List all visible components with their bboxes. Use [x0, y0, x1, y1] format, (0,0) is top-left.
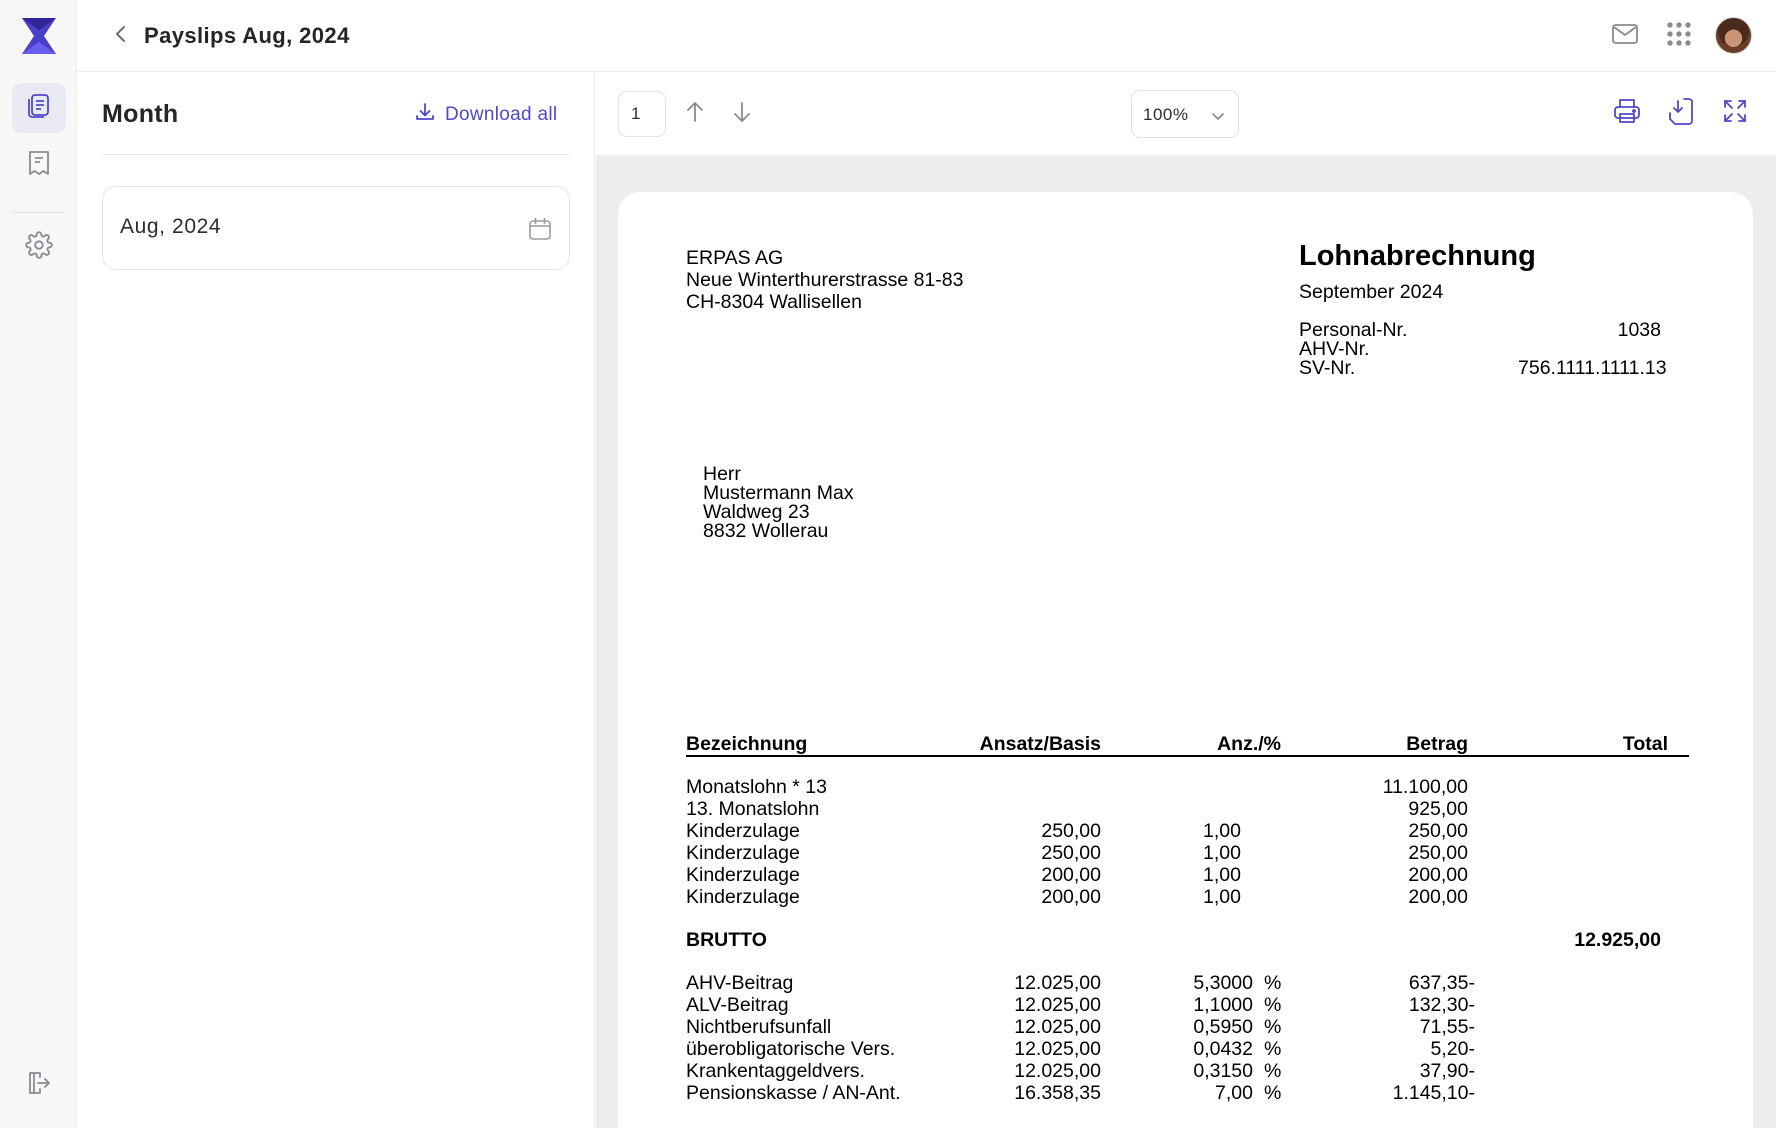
rail-item-logout[interactable] [12, 1060, 66, 1110]
row-label: Pensionskasse / AN-Ant. [686, 1082, 901, 1104]
download-icon [415, 102, 435, 128]
row-anz: 5,3000 [1193, 972, 1253, 994]
row-ansatz: 250,00 [1041, 842, 1101, 864]
row-unit: % [1264, 994, 1282, 1016]
brutto-label: BRUTTO [686, 929, 767, 951]
zoom-select[interactable] [1131, 90, 1239, 138]
row-unit: % [1264, 1060, 1282, 1082]
fullscreen-button[interactable] [1718, 96, 1752, 130]
col-total: Total [1622, 733, 1668, 755]
viewer-toolbar [596, 72, 1776, 155]
row-betrag: 132,30- [1408, 994, 1475, 1016]
row-ansatz: 12.025,00 [1014, 1016, 1101, 1038]
row-ansatz: 200,00 [1041, 864, 1101, 886]
col-anz: Anz./% [1217, 733, 1281, 755]
row-betrag: 250,00 [1408, 842, 1468, 864]
rail-item-documents[interactable] [12, 140, 66, 190]
back-chevron-icon [114, 24, 128, 49]
row-anz: 7,00 [1215, 1082, 1253, 1104]
payslip-period: September 2024 [1299, 281, 1444, 303]
row-unit: % [1264, 1038, 1282, 1060]
row-betrag: 637,35- [1408, 972, 1475, 994]
calendar-icon[interactable] [527, 216, 553, 242]
row-label: Krankentaggeldvers. [686, 1060, 865, 1082]
row-betrag: 250,00 [1408, 820, 1468, 842]
page-number-input[interactable]: 1 [618, 91, 666, 137]
col-ansatz: Ansatz/Basis [979, 733, 1101, 755]
logo-icon[interactable] [18, 16, 60, 56]
chevron-down-icon [1210, 108, 1226, 124]
recipient-line: Waldweg 23 [703, 501, 810, 523]
recipient-line: 8832 Wollerau [703, 520, 829, 542]
payslip-page [618, 192, 1753, 1128]
company-name: ERPAS AG [686, 247, 784, 269]
id-label: Personal-Nr. [1299, 319, 1408, 341]
header-rule [686, 755, 1689, 757]
mail-icon [1611, 23, 1639, 50]
row-ansatz: 250,00 [1041, 820, 1101, 842]
row-ansatz: 12.025,00 [1014, 1038, 1101, 1060]
company-city: CH-8304 Wallisellen [686, 291, 862, 313]
row-ansatz: 12.025,00 [1014, 994, 1101, 1016]
col-bezeichnung: Bezeichnung [686, 733, 808, 755]
id-label: AHV-Nr. [1299, 338, 1370, 360]
row-ansatz: 12.025,00 [1014, 1060, 1101, 1082]
download-document-button[interactable] [1664, 96, 1698, 130]
panel-divider [102, 154, 570, 155]
row-betrag: 200,00 [1408, 864, 1468, 886]
row-label: 13. Monatslohn [686, 798, 820, 820]
row-betrag: 37,90- [1419, 1060, 1475, 1082]
row-label: Monatslohn * 13 [686, 776, 827, 798]
download-document-icon [1667, 96, 1695, 131]
month-title: Month [102, 100, 179, 128]
apps-grid-icon [1666, 21, 1692, 52]
avatar[interactable] [1715, 17, 1752, 54]
zoom-value: 100% [1143, 105, 1189, 124]
row-ansatz: 12.025,00 [1014, 972, 1101, 994]
page-title: Payslips Aug, 2024 [144, 23, 350, 48]
month-panel [77, 72, 595, 1128]
download-all-label: Download all [445, 104, 558, 125]
row-ansatz: 16.358,35 [1014, 1082, 1101, 1104]
document-viewer [596, 72, 1776, 1128]
row-betrag: 5,20- [1430, 1038, 1475, 1060]
rail-item-settings[interactable] [12, 222, 66, 272]
row-betrag: 71,55- [1419, 1016, 1475, 1038]
rail-item-payslips[interactable] [12, 83, 66, 133]
row-unit: % [1264, 972, 1282, 994]
id-value: 1038 [1617, 319, 1661, 341]
row-label: Kinderzulage [686, 886, 800, 908]
row-ansatz: 200,00 [1041, 886, 1101, 908]
row-label: Kinderzulage [686, 842, 800, 864]
row-betrag: 11.100,00 [1382, 776, 1468, 798]
row-label: überobligatorische Vers. [686, 1038, 896, 1060]
date-value: Aug, 2024 [120, 215, 222, 238]
print-button[interactable] [1610, 96, 1644, 130]
row-betrag: 925,00 [1408, 798, 1468, 820]
mail-button[interactable] [1607, 18, 1643, 54]
row-anz: 0,5950 [1193, 1016, 1253, 1038]
top-header [77, 0, 1776, 72]
printer-icon [1612, 96, 1642, 131]
month-date-picker[interactable] [102, 186, 570, 270]
row-label: Kinderzulage [686, 820, 800, 842]
payslips-icon [25, 92, 53, 125]
row-anz: 0,0432 [1193, 1038, 1253, 1060]
gear-icon [25, 231, 53, 264]
recipient-line: Herr [703, 463, 741, 485]
row-label: Nichtberufsunfall [686, 1016, 832, 1038]
row-label: Kinderzulage [686, 864, 800, 886]
apps-button[interactable] [1661, 18, 1697, 54]
recipient-line: Mustermann Max [703, 482, 854, 504]
row-betrag: 1.145,10- [1392, 1082, 1475, 1104]
app-rail [0, 0, 77, 1128]
logout-icon [25, 1069, 53, 1102]
row-label: AHV-Beitrag [686, 972, 794, 994]
id-value: 756.1111.1111.13 [1518, 357, 1667, 379]
row-anz: 1,00 [1203, 842, 1241, 864]
previous-page-button[interactable] [678, 97, 712, 131]
fullscreen-icon [1721, 97, 1749, 130]
company-street: Neue Winterthurerstrasse 81-83 [686, 269, 964, 291]
arrow-up-icon [685, 100, 705, 129]
download-all-button[interactable] [415, 102, 557, 128]
id-label: SV-Nr. [1299, 357, 1356, 379]
payslip-heading: Lohnabrechnung [1299, 240, 1536, 272]
document-icon [26, 149, 52, 182]
rail-divider [12, 212, 66, 213]
row-anz: 1,1000 [1193, 994, 1253, 1016]
col-betrag: Betrag [1406, 733, 1468, 755]
row-unit: % [1264, 1016, 1282, 1038]
row-label: ALV-Beitrag [686, 994, 789, 1016]
row-anz: 0,3150 [1193, 1060, 1253, 1082]
row-anz: 1,00 [1203, 820, 1241, 842]
next-page-button[interactable] [725, 97, 759, 131]
row-anz: 1,00 [1203, 886, 1241, 908]
row-betrag: 200,00 [1408, 886, 1468, 908]
arrow-down-icon [732, 100, 752, 129]
row-unit: % [1264, 1082, 1282, 1104]
row-anz: 1,00 [1203, 864, 1241, 886]
brutto-total: 12.925,00 [1574, 929, 1661, 951]
back-button[interactable] [107, 22, 135, 50]
